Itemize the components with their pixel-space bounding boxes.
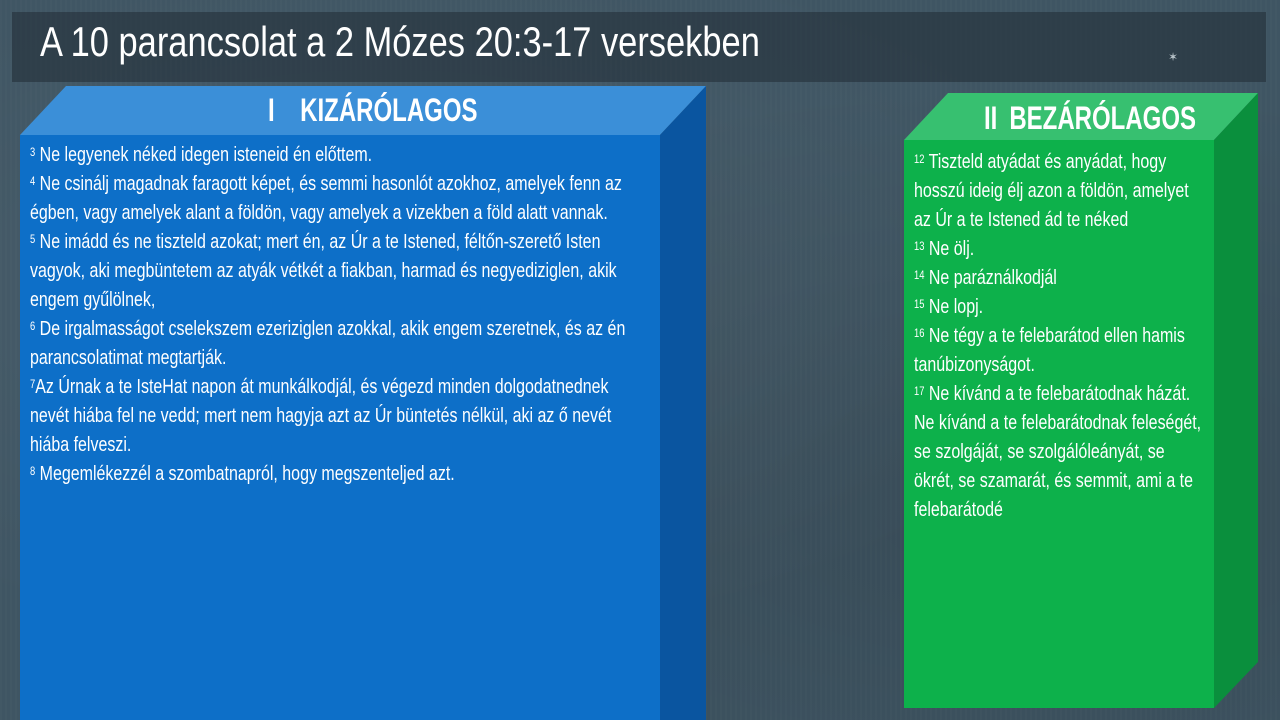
green-box-heading xyxy=(984,100,1196,137)
verse-text: Ne csinálj magadnak faragott képet, és semmi hasonlót azokhoz, amelyek fenn az égben, vagy amelyek alant a földön, vagy amelyek a vizekben a föld alatt vannak. xyxy=(30,172,622,224)
verse-14 xyxy=(914,263,1203,292)
verse-number: 13 xyxy=(914,239,925,253)
verse-number: 3 xyxy=(30,145,36,159)
blue-box-side xyxy=(660,86,706,720)
blue-box-heading-text: KIZÁRÓLAGOS xyxy=(300,92,478,128)
verse-4 xyxy=(30,169,650,227)
verse-number: 4 xyxy=(30,174,36,188)
verse-text: Ne paráználkodjál xyxy=(924,266,1057,289)
verse-17 xyxy=(914,379,1203,524)
verse-7 xyxy=(30,372,650,459)
green-box-heading-text: BEZÁRÓLAGOS xyxy=(1009,100,1197,136)
verse-text: Az Úrnak a te IsteHat napon át munkálkodjál, és végezd minden dolgodatnednek nevét hiába fel ne vedd; mert nem hagyja azt az Úr büntetés nélkül, aki az ő nevét hiába felveszi. xyxy=(30,375,612,456)
verse-text: Ne kívánd a te felebarátodnak házát. Ne kívánd a te felebarátodnak feleségét, se szolgáját, se szolgálóleányát, se ökrét, se szamarát, és semmit, ami a te felebarátodé xyxy=(914,382,1202,521)
verse-number: 17 xyxy=(914,384,925,398)
verse-15 xyxy=(914,292,1203,321)
sparkle-icon: ✶ xyxy=(1168,50,1179,64)
verse-text: Megemlékezzél a szombatnapról, hogy megszenteljed azt. xyxy=(35,462,455,485)
green-box-numeral: II xyxy=(984,100,998,136)
verse-number: 12 xyxy=(914,152,925,166)
verse-6 xyxy=(30,314,650,372)
verse-text: Tiszteld atyádat és anyádat, hogy hosszú ideig élj azon a földön, amelyet az Úr a te Istened ád te néked xyxy=(914,150,1189,231)
verse-number: 15 xyxy=(914,297,925,311)
verse-number: 7 xyxy=(30,377,36,391)
blue-box-verses xyxy=(30,140,650,488)
green-box-verses xyxy=(914,147,1203,524)
verse-13 xyxy=(914,234,1203,263)
verse-text: De irgalmasságot cselekszem ezeriziglen azokkal, akik engem szeretnek, és az én parancsolatimat megtartják. xyxy=(30,317,626,369)
verse-text: Ne legyenek néked idegen isteneid én előttem. xyxy=(35,143,373,166)
verse-16 xyxy=(914,321,1203,379)
verse-number: 5 xyxy=(30,232,36,246)
verse-number: 14 xyxy=(914,268,925,282)
verse-text: Ne ölj. xyxy=(924,237,975,260)
verse-number: 16 xyxy=(914,326,925,340)
verse-number: 6 xyxy=(30,319,36,333)
verse-number: 8 xyxy=(30,464,36,478)
verse-text: Ne lopj. xyxy=(924,295,984,318)
verse-text: Ne tégy a te felebarátod ellen hamis tanúbizonyságot. xyxy=(914,324,1185,376)
verse-5 xyxy=(30,227,650,314)
blue-box-heading xyxy=(268,92,477,129)
page-title: A 10 parancsolat a 2 Mózes 20:3-17 versekben xyxy=(40,18,760,65)
verse-8 xyxy=(30,459,650,488)
green-box-side xyxy=(1214,93,1258,708)
verse-text: Ne imádd és ne tiszteld azokat; mert én, az Úr a te Istened, féltőn-szerető Isten vagyok, aki megbüntetem az atyák vétkét a fiakban, harmad és negyediziglen, akik engem gyűlölnek, xyxy=(30,230,617,311)
verse-12 xyxy=(914,147,1203,234)
verse-3 xyxy=(30,140,650,169)
blue-box-numeral: I xyxy=(268,92,275,128)
